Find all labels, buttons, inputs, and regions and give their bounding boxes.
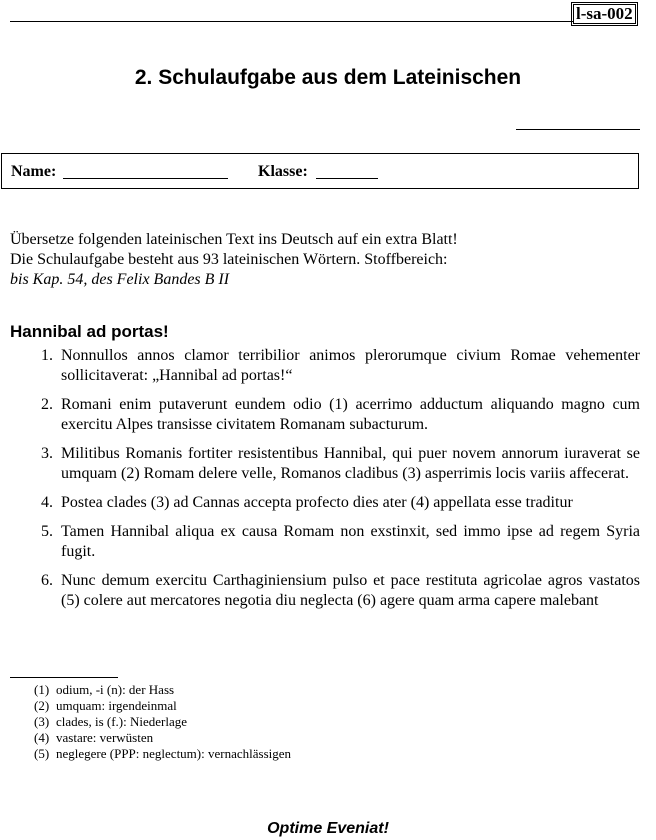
- instruction-line: Übersetze folgenden lateinischen Text ins Deutsch auf ein extra Blatt!: [10, 231, 458, 248]
- sentence-number: 5.: [41, 523, 53, 540]
- sentence-text: Postea clades (3) ad Cannas accepta profecto dies ater (4) appellata esse traditur: [61, 494, 573, 511]
- footnote-text: vastare: verwüsten: [56, 730, 154, 745]
- footnote-item: [34, 682, 291, 698]
- sentence-item: [10, 493, 640, 513]
- sentence-number: 1.: [41, 347, 53, 364]
- name-field-line[interactable]: [63, 166, 228, 179]
- footnotes: [34, 682, 291, 762]
- footnote-text: odium, -i (n): der Hass: [56, 682, 175, 697]
- sentence-text: Militibus Romanis fortiter resistentibus Hannibal, qui puer novem annorum iuraverat se umquam (2) Romam delere velle, Romanos cladibus (3) asperrimis locis variis affecerat.: [61, 445, 640, 482]
- footnote-number: (2): [34, 698, 50, 713]
- footnote-text: neglegere (PPP: neglectum): vernachlässigen: [56, 746, 292, 761]
- header-rule: [10, 21, 573, 22]
- grade-line: [516, 129, 640, 130]
- sentence-item: [10, 571, 640, 611]
- footnote-text: umquam: irgendeinmal: [56, 698, 177, 713]
- footnote-item: [34, 730, 291, 746]
- sentence-item: [10, 346, 640, 386]
- footnote-item: [34, 698, 291, 714]
- sentence-item: [10, 444, 640, 484]
- footnote-number: (3): [34, 714, 50, 729]
- sentence-number: 2.: [41, 396, 53, 413]
- footnote-rule: [10, 677, 118, 678]
- name-label: Name:: [11, 163, 57, 180]
- sentence-number: 3.: [41, 445, 53, 462]
- document-id-box: l-sa-002: [573, 4, 636, 24]
- sentence-text: Nunc demum exercitu Carthaginiensium pulso et pace restituta agricolae agros vastatos (5) colere aut mercatores negotia diu neglecta (6) agere quam arma capere malebant: [61, 572, 640, 609]
- passage-heading: Hannibal ad portas!: [10, 322, 169, 341]
- instruction-scope: bis Kap. 54, des Felix Bandes B II: [10, 271, 230, 288]
- sentence-text: Tamen Hannibal aliqua ex causa Romam non exstinxit, sed immo ipse ad regem Syria fugit.: [61, 523, 640, 560]
- class-field-line[interactable]: [316, 166, 378, 179]
- sentence-number: 6.: [41, 572, 53, 589]
- class-label: Klasse:: [258, 163, 308, 180]
- sentence-item: [10, 395, 640, 435]
- sentence-item: [10, 522, 640, 562]
- footnote-number: (1): [34, 682, 50, 697]
- footnote-item: [34, 714, 291, 730]
- footnote-item: [34, 746, 291, 762]
- sentence-text: Romani enim putaverunt eundem odio (1) acerrimo adductum aliquando magno cum exercitu Alpes transisse civitatem Romanam subacturum.: [61, 396, 640, 433]
- sentence-number: 4.: [41, 494, 53, 511]
- footnote-text: clades, is (f.): Niederlage: [56, 714, 188, 729]
- passage: [10, 346, 640, 620]
- closing-phrase: Optime Eveniat!: [267, 820, 389, 837]
- footnote-number: (5): [34, 746, 50, 761]
- instructions: [10, 230, 458, 290]
- sentence-text: Nonnullos annos clamor terribilior animos plerorumque civium Romae vehementer sollicitaverat: „Hannibal ad portas!“: [61, 347, 640, 384]
- page-title: 2. Schulaufgabe aus dem Lateinischen: [134, 66, 522, 89]
- footnote-number: (4): [34, 730, 50, 745]
- instruction-line: Die Schulaufgabe besteht aus 93 lateinischen Wörtern. Stoffbereich:: [10, 251, 448, 268]
